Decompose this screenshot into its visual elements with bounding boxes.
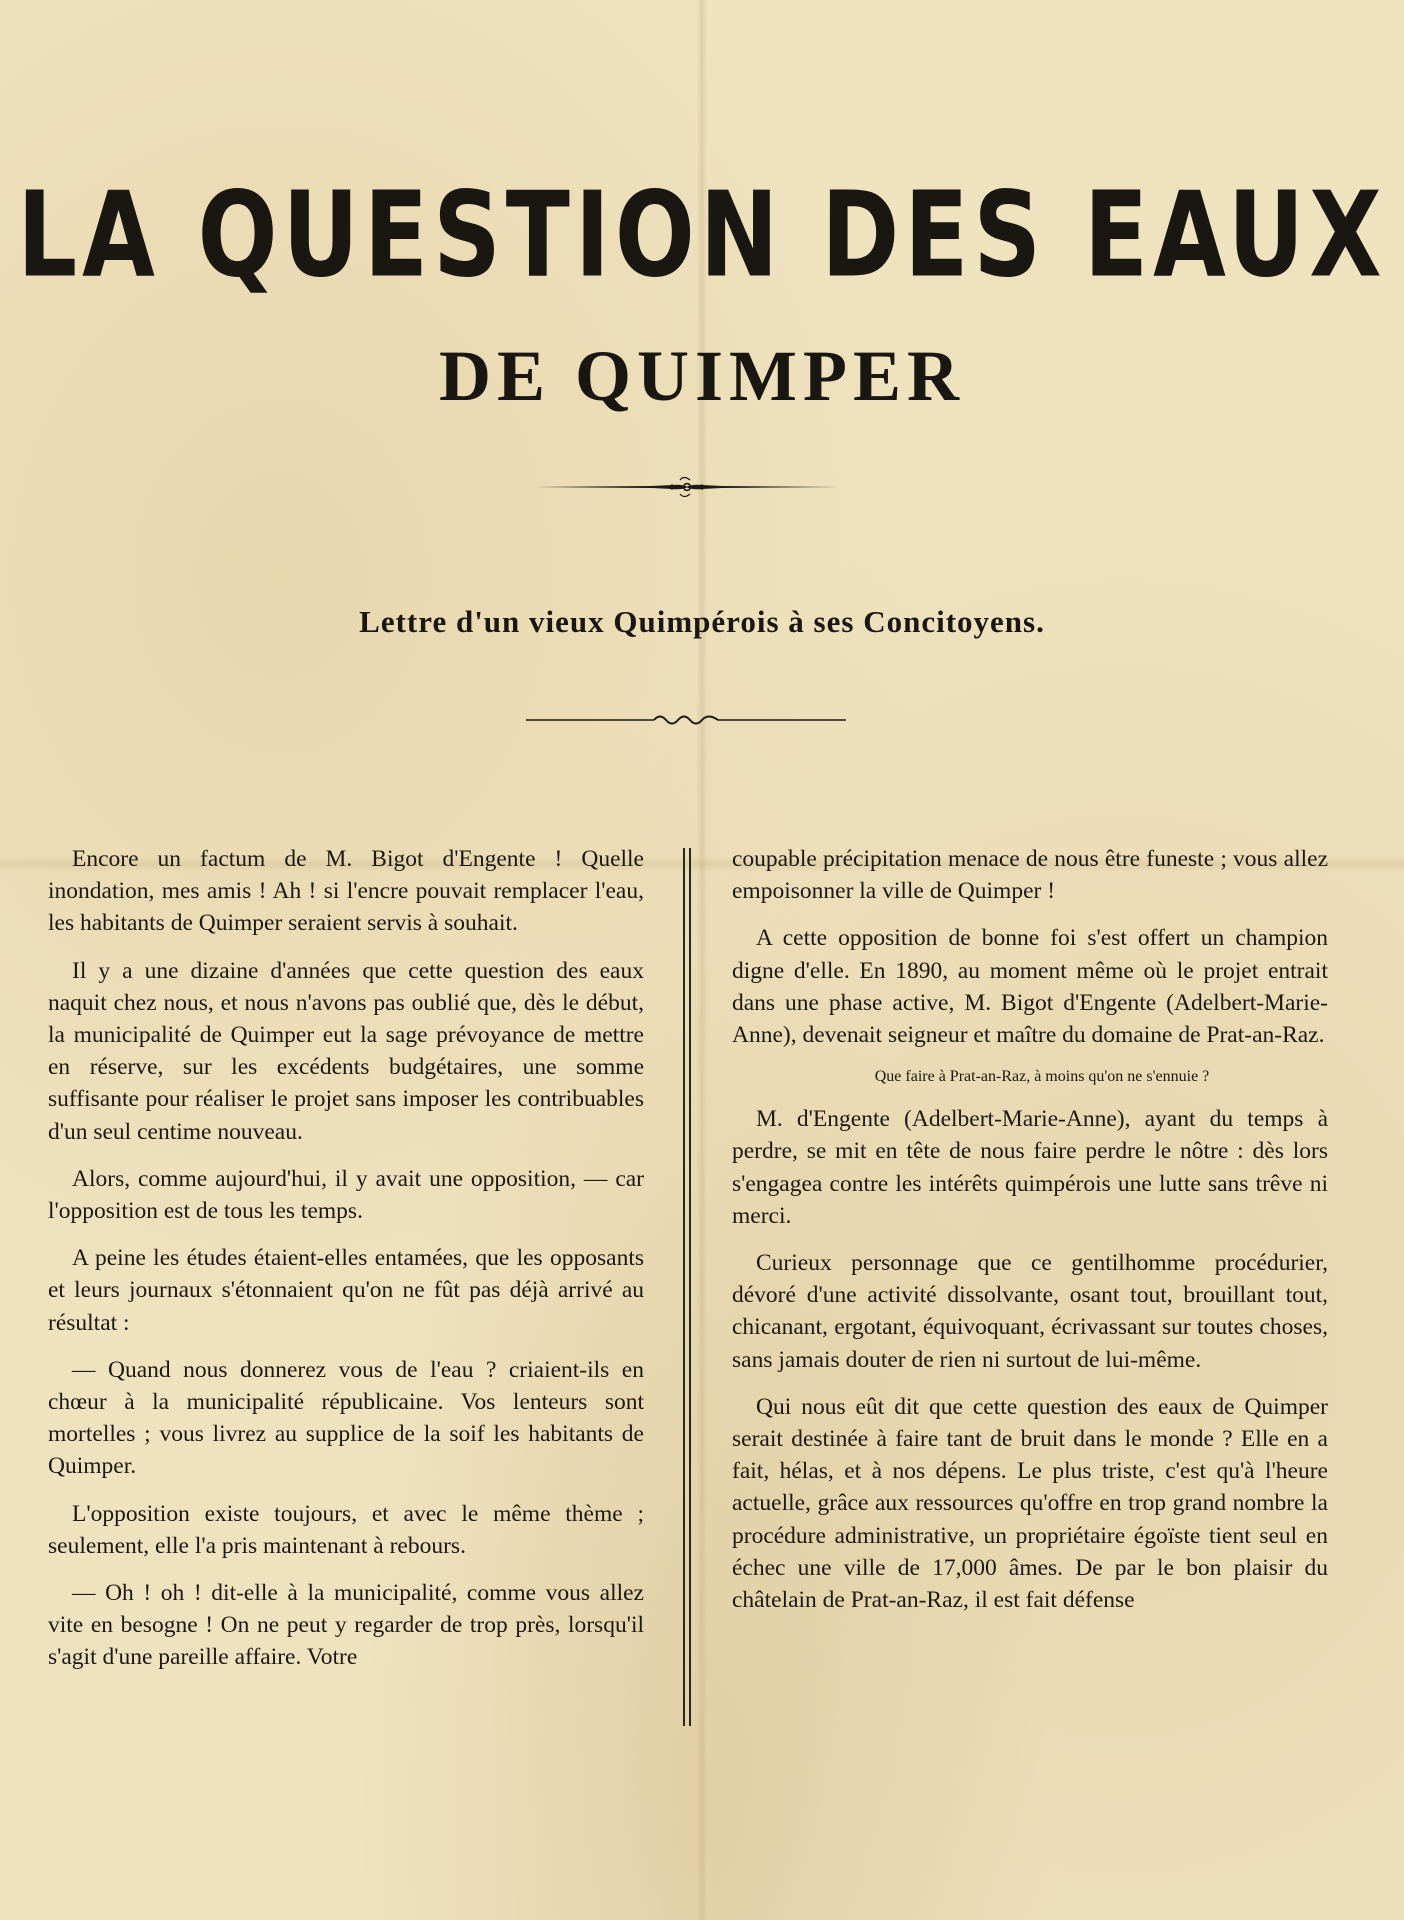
left-paragraph-5: — Quand nous donnerez vous de l'eau ? criaient-ils en chœur à la municipalité républicaine. Vos lenteurs sont mortelles ; vous livrez au supplice de la soif les habitants de Quimper. [48,1356,644,1480]
page-subtitle: DE QUIMPER [439,336,965,416]
left-column [48,843,644,1689]
right-paragraph-4: Qui nous eût dit que cette question des eaux de Quimper serait destinée à faire tant de bruit dans le monde ? Elle en a fait, hélas, et à nos dépens. Le plus triste, c'est qu'à l'heure actuelle, grâce aux ressources qu'offre en trop grand nombre la procédure administrative, un propriétaire égoïste tient seul en échec une ville de 17,000 âmes. De par le bon plaisir du châtelain de Prat-an-Raz, il est fait défense [732,1393,1328,1614]
column-divider [683,848,691,1726]
right-paragraph-1: A cette opposition de bonne foi s'est offert un champion digne d'elle. En 1890, au moment même où le projet entrait dans une phase active, M. Bigot d'Engente (Adelbert-Marie-Anne), devenait seigneur et maître du domaine de Prat-an-Raz. [732,925,1328,1049]
scroll-flourish-icon [532,476,842,498]
right-column [732,843,1328,1631]
left-paragraph-2: Il y a une dizaine d'années que cette question des eaux naquit chez nous, et nous n'avons pas oublié que, dès le début, la municipalité de Quimper eut la sage prévoyance de mettre en réserve, sur les excédents budgétaires, une somme suffisante pour réaliser le projet sans imposer les contribuables d'un seul centime nouveau. [48,957,644,1145]
right-paragraph-2: M. d'Engente (Adelbert-Marie-Anne), ayant du temps à perdre, se mit en tête de nous faire perdre le nôtre : dès lors s'engagea contre les intérêts quimpérois une lutte sans trêve ni merci. [732,1106,1328,1229]
page-title: LA QUESTION DES EAUX [17,168,1387,305]
left-paragraph-6: L'opposition existe toujours, et avec le même thème ; seulement, elle l'a pris maintenant à rebours. [48,1500,644,1559]
letter-heading: Lettre d'un vieux Quimpérois à ses Concitoyens. [359,604,1045,639]
left-paragraph-4: A peine les études étaient-elles entamées, que les opposants et leurs journaux s'étonnaient qu'on ne fût pas déjà arrivé au résultat : [48,1245,644,1336]
right-continuation: coupable précipitation menace de nous être funeste ; vous allez empoisonner la ville de Quimper ! [732,846,1328,905]
section-subhead: Que faire à Prat-an-Raz, à moins qu'on ne s'ennuie ? [874,1068,1210,1086]
left-paragraph-7: — Oh ! oh ! dit-elle à la municipalité, comme vous allez vite en besogne ! On ne peut y regarder de trop près, lorsqu'il s'agit d'une pareille affaire. Votre [48,1580,644,1671]
wave-flourish-icon [524,710,848,730]
left-paragraph-3: Alors, comme aujourd'hui, il y avait une opposition, — car l'opposition est de tous les temps. [48,1165,644,1225]
right-paragraph-3: Curieux personnage que ce gentilhomme procédurier, dévoré d'une activité dissolvante, osant tout, brouillant tout, chicanant, ergotant, équivoquant, écrivassant sur toutes choses, sans jamais douter de rien ni surtout de lui-même. [732,1250,1328,1373]
left-paragraph-1: Encore un factum de M. Bigot d'Engente ! Quelle inondation, mes amis ! Ah ! si l'encre pouvait remplacer l'eau, les habitants de Quimper seraient servis à souhait. [48,846,644,937]
